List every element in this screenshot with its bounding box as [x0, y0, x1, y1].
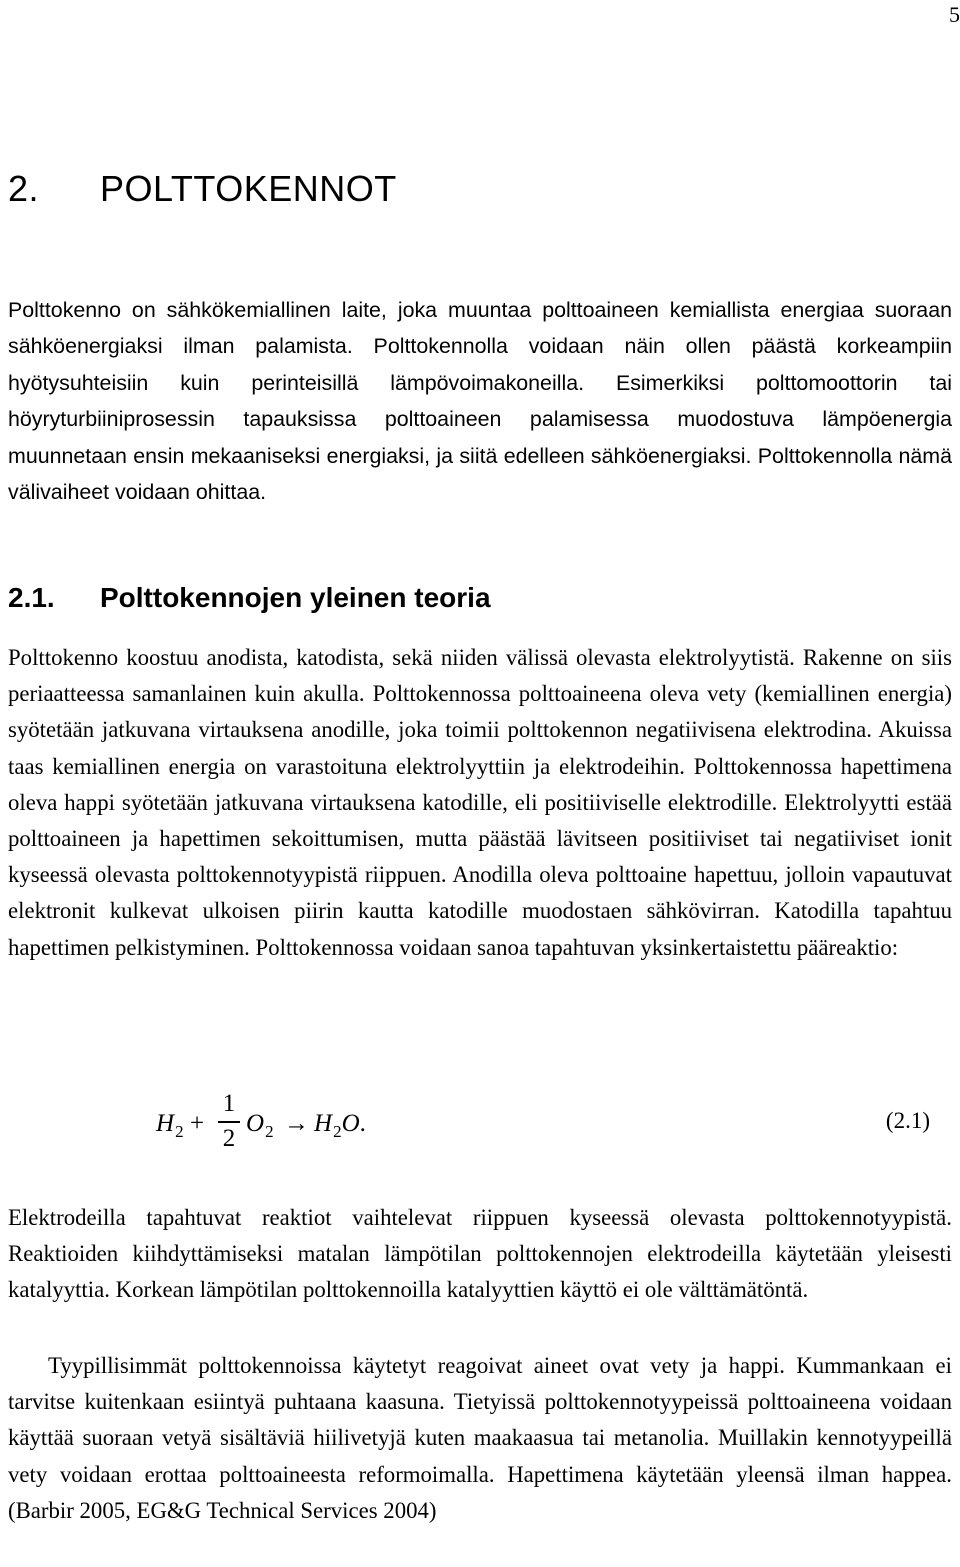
section-number: 2.1.: [8, 582, 55, 613]
fraction-denominator: 2: [222, 1124, 236, 1152]
section-title-text: Polttokennojen yleinen teoria: [100, 582, 491, 613]
eq-plus: +: [190, 1110, 205, 1137]
fraction-bar: [218, 1121, 240, 1123]
eq-fraction: [218, 1090, 240, 1153]
chapter-number: 2.: [8, 168, 40, 209]
eq-arrow: →: [284, 1110, 309, 1137]
page-number: 5: [949, 2, 960, 27]
reaction-equation: [156, 1090, 946, 1160]
paragraph-after-equation: Elektrodeilla tapahtuvat reaktiot vaihtelevat riippuen kyseessä olevasta polttokennotyypistä. Reaktioiden kiihdyttämiseksi matalan lämpötilan polttokennojen elektrodeilla käytetään yleisesti katalyyttia. Korkean lämpötilan polttokennoilla katalyyttien käyttö ei ole välttämätöntä.: [8, 1205, 952, 1303]
eq-water: $H_2O$.: [314, 1110, 366, 1141]
chapter-title: [8, 168, 397, 210]
eq-hydrogen: $H_2$: [156, 1110, 184, 1141]
chapter-title-text: POLTTOKENNOT: [100, 168, 397, 209]
intro-paragraph: Polttokenno on sähkökemiallinen laite, joka muuntaa polttoaineen kemiallista energiaa suoraan sähköenergiaksi ilman palamista. Polttokennolla voidaan näin ollen päästä korkeampiin hyötysuhteisiin kuin perinteisillä lämpövoimakoneilla. Esimerkiksi polttomoottorin tai höyryturbiiniprosessin tapauksissa polttoaineen palamisessa muodostuva lämpöenergia muunnetaan ensin mekaaniseksi energiaksi, ja siitä edelleen sähköenergiaksi. Polttokennolla nämä välivaiheet voidaan ohittaa.: [8, 298, 952, 505]
section-paragraph: Polttokenno koostuu anodista, katodista, sekä niiden välissä olevasta elektrolyytistä. Rakenne on siis periaatteessa samanlainen kuin akulla. Polttokennossa polttoaineena oleva vety (kemiallinen energia) syötetään jatkuvana virtauksena anodille, joka toimii polttokennon negatiivisena elektrodina. Akuissa taas kemiallinen energia on varastoituna elektrolyyttiin ja elektrodeihin. Polttokennossa hapettimena oleva happi syötetään jatkuvana virtauksena katodille, eli positiiviselle elektrodille. Elektrolyytti estää polttoaineen ja hapettimen sekoittumisen, mutta päästää lävitseen positiiviset tai negatiiviset ionit kyseessä olevasta polttokennotyypistä riippuen. Anodilla oleva polttoaine hapettuu, jolloin vapautuvat elektronit kulkevat ulkoisen piirin kautta katodille muodostaen sähkövirran. Katodilla tapahtuu hapettimen pelkistyminen. Polttokennossa voidaan sanoa tapahtuvan yksinkertaistettu pääreaktio:: [8, 645, 952, 960]
final-paragraph: Tyypillisimmät polttokennoissa käytetyt reagoivat aineet ovat vety ja happi. Kummankaan ei tarvitse kuitenkaan esiintyä puhtaana kaasuna. Tietyissä polttokennotyypeissä polttoaineena voidaan käyttää suoraan vetyä sisältäviä hiilivetyjä kuten maakaasua tai metanolia. Muillakin kennotyypeillä vety voidaan erottaa polttoaineesta reformoimalla. Hapettimena käytetään yleensä ilman happea. (Barbir 2005, EG&G Technical Services 2004): [8, 1353, 952, 1523]
eq-oxygen: $O_2$: [246, 1110, 274, 1141]
section-heading: [8, 582, 491, 614]
equation-label: (2.1): [885, 1108, 930, 1133]
fraction-numerator: 1: [222, 1090, 236, 1117]
